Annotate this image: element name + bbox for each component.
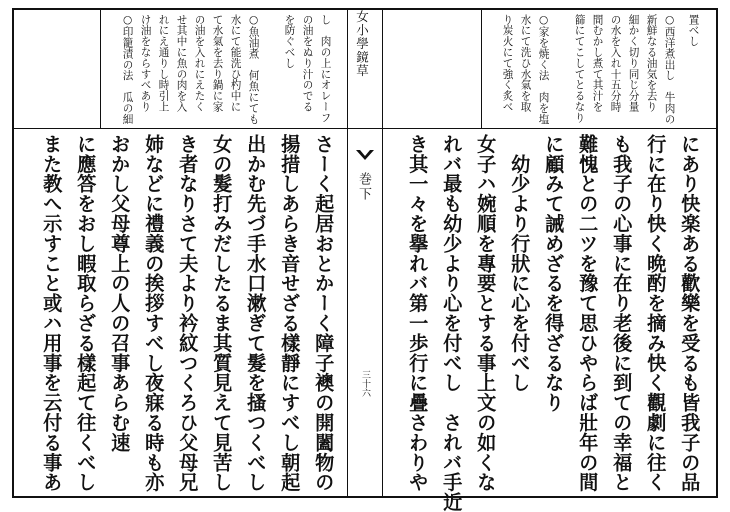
page-number: 三十六 — [360, 370, 370, 397]
book-title: 女小學鏡草 — [354, 10, 370, 78]
right-main-line: れバ最も幼少より心を付べし されバ手近 — [440, 134, 464, 512]
right-main-line: 行に在り快く晩酌を摘み快く觀劇に往く — [644, 134, 668, 493]
right-main-line: き其一々を擧れバ第一歩行に疊さわりや — [406, 134, 430, 493]
right-main-line: 女子ハ婉順を專要とする事上文の如くな — [474, 134, 498, 493]
left-note-line: し 肉の上にオレーフ — [319, 14, 332, 123]
right-note-line: 細かく切り同じ分量 — [627, 14, 640, 113]
left-note-line: の油を入れにえたく — [193, 14, 206, 113]
fish-tail-ornament — [356, 150, 374, 162]
left-note-line: て水氣を去り鍋に家 — [211, 14, 224, 113]
left-main-line: また教へ示すこと或ハ用事を云付る事あ — [40, 134, 64, 493]
left-main-line: おかし父母尊上の人の召事あらむ速 — [108, 134, 132, 453]
left-note-line: け油をならすべあり — [139, 14, 152, 113]
right-note-line: 篩にてこしてとるなり — [573, 14, 586, 123]
left-note-line: せ其中に魚の肉を入 — [175, 14, 188, 113]
right-note-line: 間むかし煮て其汁を — [591, 14, 604, 113]
left-main-line: 揚措しあらき音せざる樣靜にすべし朝起 — [278, 134, 302, 493]
right-main-line: にあり快楽ある歡樂を受るも皆我子の品 — [678, 134, 702, 493]
center-border-right — [382, 8, 383, 498]
left-main-line: さーく起居おとかーく障子襖の開闔物の — [312, 134, 336, 493]
top-note-divider-left — [100, 8, 101, 128]
right-note-line: ○家を焼く法 肉を塩 — [537, 14, 550, 125]
left-note-line: ○印籠漬の法 瓜の細 — [121, 14, 134, 125]
center-border-left — [347, 8, 348, 498]
left-main-line: 出かむ先づ手水口漱ぎて髮を搔つくべし — [244, 134, 268, 493]
right-main-line: に顧みて誡めざるを得ざるなり — [542, 134, 566, 413]
left-main-line: き者なりさて夫より衿紋つくろひ父母兄 — [176, 134, 200, 493]
right-note-line: 置べし — [687, 14, 700, 47]
right-note-line: 水にて洗ひ水氣を取 — [519, 14, 532, 113]
left-note-line: 水にて能洗ひ杓中に — [229, 14, 242, 113]
left-note-line: の油をぬり汁のでる — [301, 14, 314, 113]
left-note-line: れにえ通りし時引上 — [157, 14, 170, 113]
top-note-divider-right — [481, 8, 482, 128]
right-main-line: 幼少より行狀に心を付べし — [508, 134, 532, 393]
right-note-line: り炭火にて強く炙べ — [501, 14, 514, 113]
volume-label: 巻下 — [356, 172, 371, 202]
right-note-line: の水を入れ十五分時 — [609, 14, 622, 113]
header-divider — [12, 128, 718, 129]
left-main-line: 姉などに禮義の挨拶すべし夜寐る時も亦 — [142, 134, 166, 493]
left-note-line: ○魚油煮 何魚にても — [247, 14, 260, 125]
left-main-line: 女の髮打みだしたるま其質見えて見苦し — [210, 134, 234, 493]
right-main-line: も我子の心事に在り老後に到ての幸福と — [610, 134, 634, 493]
left-note-line: を防ぐべし — [283, 14, 296, 69]
left-main-line: に應答をおし暇取らざる樣起て往くべし — [74, 134, 98, 493]
right-note-line: ○西洋煮出し 牛肉の — [663, 14, 676, 125]
right-main-line: 難愧との二ツを豫て思ひやらば壯年の間 — [576, 134, 600, 493]
right-note-line: 新鮮なる油気を去り — [645, 14, 658, 113]
